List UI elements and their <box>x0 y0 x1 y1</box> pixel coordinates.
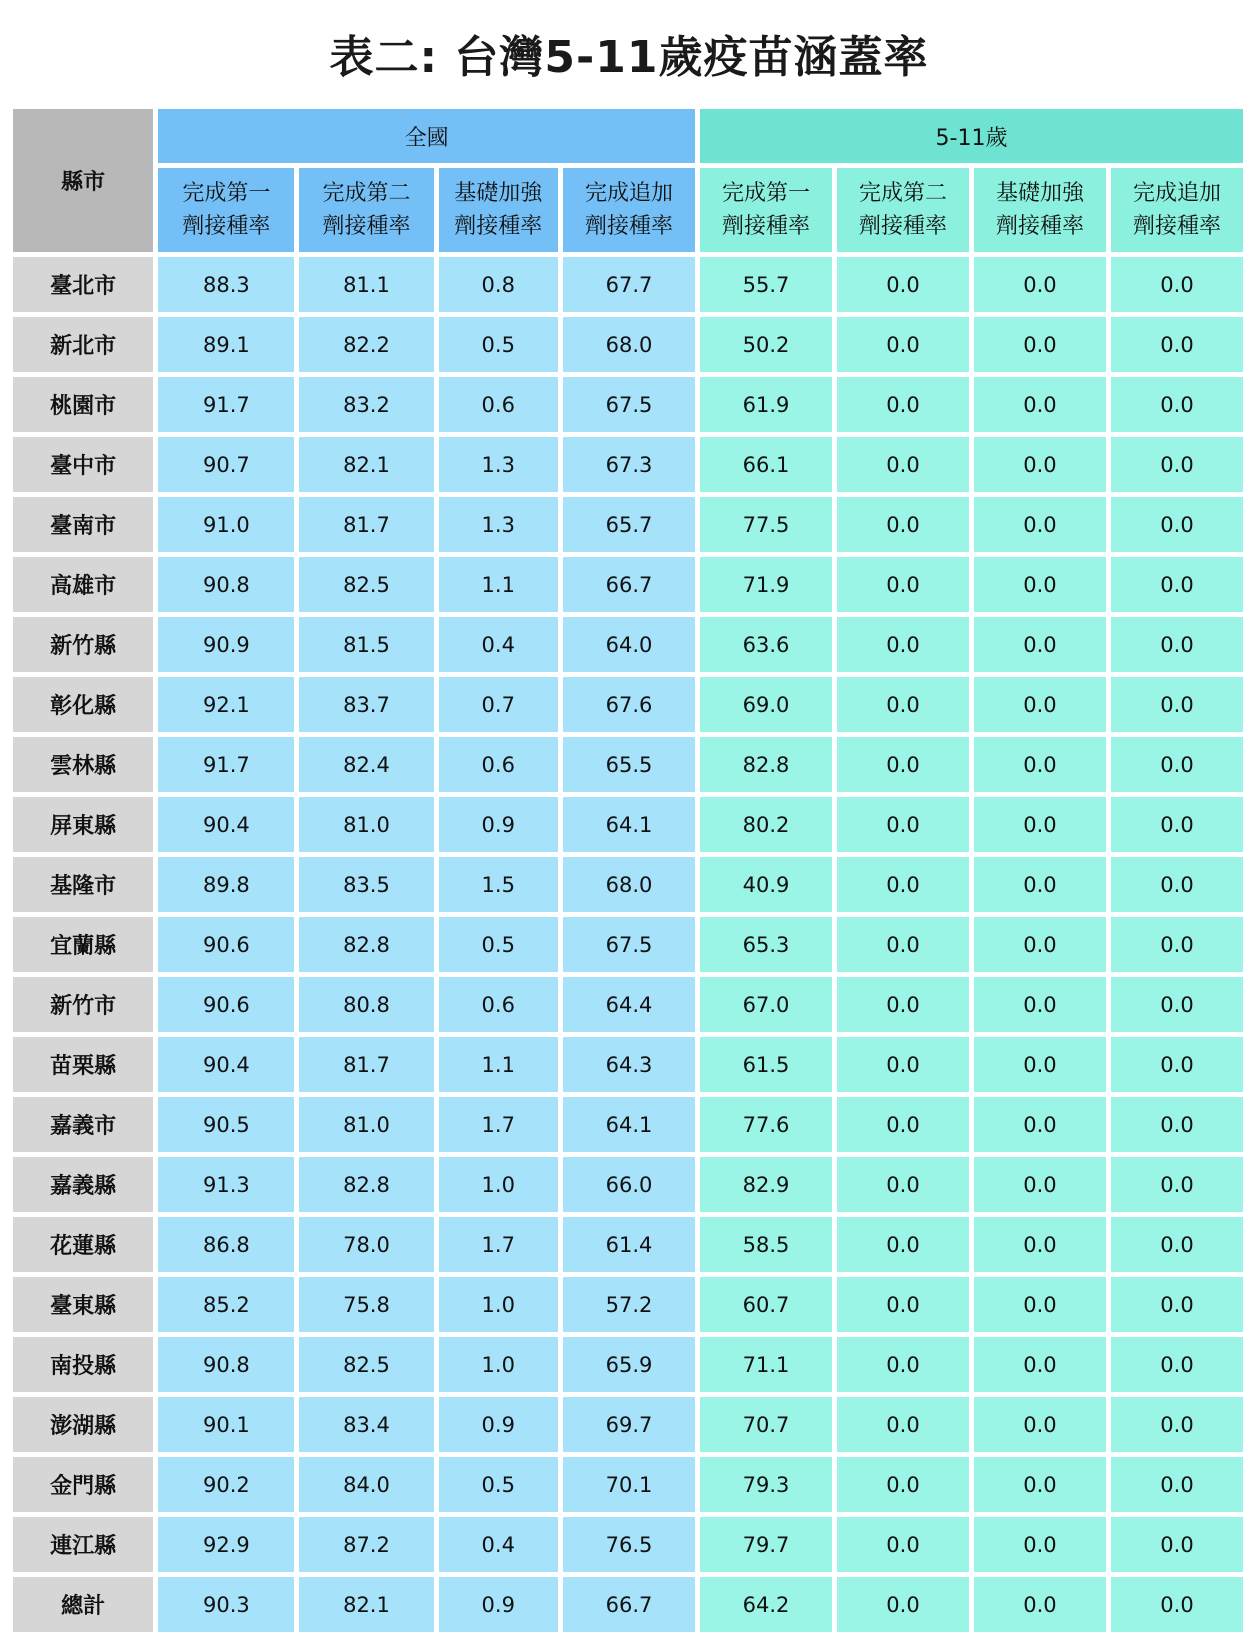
child-rate-cell: 69.0 <box>700 677 832 732</box>
child-rate-cell: 0.0 <box>837 557 969 612</box>
national-rate-cell: 81.7 <box>299 497 433 552</box>
national-rate-cell: 66.7 <box>563 1577 695 1632</box>
child-rate-cell: 0.0 <box>837 1457 969 1512</box>
child-rate-cell: 0.0 <box>837 1217 969 1272</box>
child-rate-cell: 71.1 <box>700 1337 832 1392</box>
national-rate-cell: 89.1 <box>158 317 294 372</box>
national-rate-cell: 1.1 <box>439 1037 559 1092</box>
child-rate-cell: 67.0 <box>700 977 832 1032</box>
child-rate-cell: 0.0 <box>1111 857 1243 912</box>
column-header-line: 劑接種率 <box>1132 214 1221 239</box>
child-rate-cell: 0.0 <box>1111 1157 1243 1212</box>
national-rate-cell: 83.2 <box>299 377 433 432</box>
column-header-line: 基礎加強 <box>454 181 543 206</box>
national-rate-cell: 1.5 <box>439 857 559 912</box>
column-header-line: 劑接種率 <box>182 214 271 239</box>
child-rate-cell: 66.1 <box>700 437 832 492</box>
national-rate-cell: 84.0 <box>299 1457 433 1512</box>
header-subcolumn-row <box>13 168 1243 252</box>
national-rate-cell: 0.5 <box>439 1457 559 1512</box>
child-rate-cell: 0.0 <box>1111 1037 1243 1092</box>
child-rate-cell: 0.0 <box>974 1037 1106 1092</box>
county-name-cell: 新竹市 <box>13 977 153 1032</box>
child-rate-cell: 0.0 <box>974 797 1106 852</box>
child-rate-cell: 0.0 <box>974 437 1106 492</box>
county-name-cell: 金門縣 <box>13 1457 153 1512</box>
national-rate-cell: 92.9 <box>158 1517 294 1572</box>
child-rate-cell: 0.0 <box>837 317 969 372</box>
national-rate-cell: 88.3 <box>158 257 294 312</box>
child-rate-cell: 0.0 <box>1111 1577 1243 1632</box>
child-rate-cell: 0.0 <box>837 1337 969 1392</box>
child-rate-cell: 0.0 <box>1111 437 1243 492</box>
county-column-header: 縣市 <box>13 109 153 252</box>
national-rate-cell: 0.9 <box>439 1577 559 1632</box>
column-header-line: 完成第一 <box>722 181 811 206</box>
child-rate-cell: 0.0 <box>837 617 969 672</box>
table-row <box>13 1097 1243 1152</box>
child-rate-cell: 0.0 <box>974 857 1106 912</box>
table-row <box>13 497 1243 552</box>
county-name-cell: 彰化縣 <box>13 677 153 732</box>
county-name-cell: 臺北市 <box>13 257 153 312</box>
table-row <box>13 377 1243 432</box>
column-header-line: 完成追加 <box>1132 181 1221 206</box>
national-rate-cell: 82.2 <box>299 317 433 372</box>
column-header-line: 劑接種率 <box>585 214 674 239</box>
child-rate-cell: 0.0 <box>974 1097 1106 1152</box>
child-rate-cell: 0.0 <box>974 557 1106 612</box>
child-rate-cell: 77.6 <box>700 1097 832 1152</box>
national-rate-cell: 0.9 <box>439 797 559 852</box>
county-name-cell: 臺東縣 <box>13 1277 153 1332</box>
national-rate-cell: 90.6 <box>158 917 294 972</box>
column-header-child-basic-booster <box>974 168 1106 252</box>
national-rate-cell: 90.4 <box>158 797 294 852</box>
national-rate-cell: 66.0 <box>563 1157 695 1212</box>
column-header-line: 完成第二 <box>322 181 411 206</box>
child-rate-cell: 0.0 <box>1111 917 1243 972</box>
child-rate-cell: 63.6 <box>700 617 832 672</box>
child-rate-cell: 70.7 <box>700 1397 832 1452</box>
national-rate-cell: 67.3 <box>563 437 695 492</box>
national-rate-cell: 65.5 <box>563 737 695 792</box>
child-rate-cell: 0.0 <box>837 437 969 492</box>
table-row <box>13 1517 1243 1572</box>
national-rate-cell: 67.7 <box>563 257 695 312</box>
national-rate-cell: 86.8 <box>158 1217 294 1272</box>
national-rate-cell: 1.3 <box>439 437 559 492</box>
child-rate-cell: 0.0 <box>1111 377 1243 432</box>
child-rate-cell: 0.0 <box>1111 797 1243 852</box>
national-rate-cell: 75.8 <box>299 1277 433 1332</box>
table-row <box>13 557 1243 612</box>
child-rate-cell: 0.0 <box>837 1157 969 1212</box>
child-rate-cell: 0.0 <box>1111 677 1243 732</box>
national-rate-cell: 64.3 <box>563 1037 695 1092</box>
column-header-child-booster <box>1111 168 1243 252</box>
national-rate-cell: 1.3 <box>439 497 559 552</box>
column-header-national-booster <box>563 168 695 252</box>
national-rate-cell: 1.1 <box>439 557 559 612</box>
table-row <box>13 977 1243 1032</box>
national-rate-cell: 69.7 <box>563 1397 695 1452</box>
child-rate-cell: 82.9 <box>700 1157 832 1212</box>
national-rate-cell: 64.4 <box>563 977 695 1032</box>
child-rate-cell: 0.0 <box>1111 1337 1243 1392</box>
page-title: 表二: 台灣5-11歲疫苗涵蓋率 <box>329 32 929 83</box>
child-rate-cell: 58.5 <box>700 1217 832 1272</box>
national-rate-cell: 92.1 <box>158 677 294 732</box>
national-rate-cell: 90.1 <box>158 1397 294 1452</box>
national-rate-cell: 1.0 <box>439 1277 559 1332</box>
child-rate-cell: 0.0 <box>1111 497 1243 552</box>
national-rate-cell: 66.7 <box>563 557 695 612</box>
national-rate-cell: 91.3 <box>158 1157 294 1212</box>
table-row <box>13 1397 1243 1452</box>
column-header-line: 劑接種率 <box>322 214 411 239</box>
table-row <box>13 1217 1243 1272</box>
column-header-child-dose1 <box>700 168 832 252</box>
national-rate-cell: 90.5 <box>158 1097 294 1152</box>
national-rate-cell: 67.6 <box>563 677 695 732</box>
county-name-cell: 花蓮縣 <box>13 1217 153 1272</box>
table-row <box>13 1457 1243 1512</box>
child-rate-cell: 0.0 <box>837 677 969 732</box>
national-rate-cell: 65.9 <box>563 1337 695 1392</box>
national-rate-cell: 82.4 <box>299 737 433 792</box>
national-rate-cell: 82.1 <box>299 437 433 492</box>
national-rate-cell: 90.7 <box>158 437 294 492</box>
child-rate-cell: 0.0 <box>837 857 969 912</box>
group-header-age-5-11: 5-11歲 <box>700 109 1243 163</box>
child-rate-cell: 0.0 <box>974 1157 1106 1212</box>
national-rate-cell: 89.8 <box>158 857 294 912</box>
national-rate-cell: 90.6 <box>158 977 294 1032</box>
national-rate-cell: 65.7 <box>563 497 695 552</box>
national-rate-cell: 70.1 <box>563 1457 695 1512</box>
national-rate-cell: 1.0 <box>439 1337 559 1392</box>
national-rate-cell: 81.7 <box>299 1037 433 1092</box>
national-rate-cell: 0.8 <box>439 257 559 312</box>
national-rate-cell: 90.8 <box>158 1337 294 1392</box>
county-name-cell: 臺中市 <box>13 437 153 492</box>
national-rate-cell: 64.1 <box>563 1097 695 1152</box>
national-rate-cell: 82.8 <box>299 917 433 972</box>
child-rate-cell: 71.9 <box>700 557 832 612</box>
national-rate-cell: 90.3 <box>158 1577 294 1632</box>
national-rate-cell: 1.0 <box>439 1157 559 1212</box>
child-rate-cell: 55.7 <box>700 257 832 312</box>
national-rate-cell: 0.4 <box>439 1517 559 1572</box>
child-rate-cell: 0.0 <box>974 737 1106 792</box>
national-rate-cell: 90.8 <box>158 557 294 612</box>
national-rate-cell: 82.8 <box>299 1157 433 1212</box>
table-header <box>13 109 1243 252</box>
national-rate-cell: 0.6 <box>439 377 559 432</box>
column-header-line: 劑接種率 <box>722 214 811 239</box>
county-name-cell: 新北市 <box>13 317 153 372</box>
table-row <box>13 317 1243 372</box>
national-rate-cell: 0.7 <box>439 677 559 732</box>
table-row <box>13 617 1243 672</box>
national-rate-cell: 83.7 <box>299 677 433 732</box>
table-row <box>13 1277 1243 1332</box>
county-name-cell: 嘉義縣 <box>13 1157 153 1212</box>
child-rate-cell: 0.0 <box>974 1277 1106 1332</box>
child-rate-cell: 0.0 <box>837 497 969 552</box>
child-rate-cell: 0.0 <box>974 917 1106 972</box>
national-rate-cell: 81.0 <box>299 797 433 852</box>
national-rate-cell: 57.2 <box>563 1277 695 1332</box>
child-rate-cell: 0.0 <box>1111 257 1243 312</box>
child-rate-cell: 0.0 <box>974 1217 1106 1272</box>
national-rate-cell: 81.5 <box>299 617 433 672</box>
child-rate-cell: 64.2 <box>700 1577 832 1632</box>
child-rate-cell: 77.5 <box>700 497 832 552</box>
child-rate-cell: 0.0 <box>837 257 969 312</box>
national-rate-cell: 67.5 <box>563 377 695 432</box>
child-rate-cell: 0.0 <box>974 1397 1106 1452</box>
national-rate-cell: 68.0 <box>563 317 695 372</box>
county-name-cell: 宜蘭縣 <box>13 917 153 972</box>
county-name-cell: 連江縣 <box>13 1517 153 1572</box>
child-rate-cell: 0.0 <box>1111 1217 1243 1272</box>
child-rate-cell: 0.0 <box>1111 977 1243 1032</box>
table-row <box>13 257 1243 312</box>
national-rate-cell: 90.2 <box>158 1457 294 1512</box>
child-rate-cell: 80.2 <box>700 797 832 852</box>
national-rate-cell: 82.5 <box>299 557 433 612</box>
national-rate-cell: 85.2 <box>158 1277 294 1332</box>
child-rate-cell: 0.0 <box>837 1517 969 1572</box>
vaccine-coverage-table <box>8 104 1248 1637</box>
national-rate-cell: 0.4 <box>439 617 559 672</box>
national-rate-cell: 78.0 <box>299 1217 433 1272</box>
national-rate-cell: 81.1 <box>299 257 433 312</box>
table-row <box>13 677 1243 732</box>
child-rate-cell: 0.0 <box>837 1577 969 1632</box>
county-name-cell: 苗栗縣 <box>13 1037 153 1092</box>
child-rate-cell: 0.0 <box>974 1577 1106 1632</box>
national-rate-cell: 83.5 <box>299 857 433 912</box>
county-name-cell: 南投縣 <box>13 1337 153 1392</box>
national-rate-cell: 0.5 <box>439 317 559 372</box>
national-rate-cell: 1.7 <box>439 1217 559 1272</box>
national-rate-cell: 82.5 <box>299 1337 433 1392</box>
county-name-cell: 基隆市 <box>13 857 153 912</box>
national-rate-cell: 81.0 <box>299 1097 433 1152</box>
child-rate-cell: 0.0 <box>837 737 969 792</box>
column-header-line: 劑接種率 <box>858 214 947 239</box>
child-rate-cell: 0.0 <box>1111 317 1243 372</box>
child-rate-cell: 0.0 <box>974 977 1106 1032</box>
national-rate-cell: 80.8 <box>299 977 433 1032</box>
column-header-line: 完成第二 <box>858 181 947 206</box>
national-rate-cell: 91.7 <box>158 377 294 432</box>
child-rate-cell: 0.0 <box>974 1457 1106 1512</box>
group-header-national: 全國 <box>158 109 695 163</box>
child-rate-cell: 61.5 <box>700 1037 832 1092</box>
national-rate-cell: 61.4 <box>563 1217 695 1272</box>
column-header-line: 劑接種率 <box>995 214 1084 239</box>
national-rate-cell: 1.7 <box>439 1097 559 1152</box>
child-rate-cell: 0.0 <box>837 1277 969 1332</box>
national-rate-cell: 87.2 <box>299 1517 433 1572</box>
child-rate-cell: 0.0 <box>1111 1277 1243 1332</box>
child-rate-cell: 0.0 <box>974 1517 1106 1572</box>
child-rate-cell: 79.7 <box>700 1517 832 1572</box>
child-rate-cell: 0.0 <box>974 257 1106 312</box>
column-header-line: 完成追加 <box>585 181 674 206</box>
child-rate-cell: 50.2 <box>700 317 832 372</box>
child-rate-cell: 0.0 <box>1111 1397 1243 1452</box>
column-header-national-dose1 <box>158 168 294 252</box>
child-rate-cell: 0.0 <box>1111 557 1243 612</box>
column-header-line: 基礎加強 <box>995 181 1084 206</box>
table-row <box>13 797 1243 852</box>
national-rate-cell: 90.4 <box>158 1037 294 1092</box>
national-rate-cell: 64.0 <box>563 617 695 672</box>
child-rate-cell: 79.3 <box>700 1457 832 1512</box>
county-name-cell: 總計 <box>13 1577 153 1632</box>
national-rate-cell: 0.6 <box>439 977 559 1032</box>
national-rate-cell: 0.5 <box>439 917 559 972</box>
column-header-line: 劑接種率 <box>454 214 543 239</box>
national-rate-cell: 91.0 <box>158 497 294 552</box>
national-rate-cell: 0.6 <box>439 737 559 792</box>
child-rate-cell: 60.7 <box>700 1277 832 1332</box>
child-rate-cell: 0.0 <box>837 1397 969 1452</box>
child-rate-cell: 0.0 <box>837 1097 969 1152</box>
table-row <box>13 1037 1243 1092</box>
table-row <box>13 1337 1243 1392</box>
child-rate-cell: 0.0 <box>837 977 969 1032</box>
table-row <box>13 917 1243 972</box>
child-rate-cell: 0.0 <box>837 917 969 972</box>
national-rate-cell: 82.1 <box>299 1577 433 1632</box>
child-rate-cell: 82.8 <box>700 737 832 792</box>
national-rate-cell: 0.9 <box>439 1397 559 1452</box>
child-rate-cell: 0.0 <box>974 497 1106 552</box>
county-name-cell: 雲林縣 <box>13 737 153 792</box>
child-rate-cell: 0.0 <box>837 797 969 852</box>
county-name-cell: 嘉義市 <box>13 1097 153 1152</box>
column-header-national-basic-booster <box>439 168 559 252</box>
table-row <box>13 1157 1243 1212</box>
national-rate-cell: 91.7 <box>158 737 294 792</box>
child-rate-cell: 0.0 <box>1111 617 1243 672</box>
child-rate-cell: 0.0 <box>974 617 1106 672</box>
column-header-line: 完成第一 <box>182 181 271 206</box>
child-rate-cell: 0.0 <box>1111 1457 1243 1512</box>
county-name-cell: 高雄市 <box>13 557 153 612</box>
national-rate-cell: 68.0 <box>563 857 695 912</box>
child-rate-cell: 0.0 <box>974 317 1106 372</box>
header-group-row <box>13 109 1243 163</box>
child-rate-cell: 0.0 <box>837 1037 969 1092</box>
child-rate-cell: 0.0 <box>974 1337 1106 1392</box>
child-rate-cell: 61.9 <box>700 377 832 432</box>
national-rate-cell: 64.1 <box>563 797 695 852</box>
column-header-child-dose2 <box>837 168 969 252</box>
table-row <box>13 857 1243 912</box>
child-rate-cell: 0.0 <box>1111 1097 1243 1152</box>
national-rate-cell: 67.5 <box>563 917 695 972</box>
child-rate-cell: 65.3 <box>700 917 832 972</box>
county-name-cell: 澎湖縣 <box>13 1397 153 1452</box>
county-name-cell: 桃園市 <box>13 377 153 432</box>
national-rate-cell: 83.4 <box>299 1397 433 1452</box>
total-row <box>13 1577 1243 1632</box>
child-rate-cell: 0.0 <box>974 677 1106 732</box>
national-rate-cell: 76.5 <box>563 1517 695 1572</box>
child-rate-cell: 0.0 <box>1111 1517 1243 1572</box>
county-name-cell: 新竹縣 <box>13 617 153 672</box>
child-rate-cell: 40.9 <box>700 857 832 912</box>
national-rate-cell: 90.9 <box>158 617 294 672</box>
county-name-cell: 臺南市 <box>13 497 153 552</box>
table-row <box>13 437 1243 492</box>
child-rate-cell: 0.0 <box>1111 737 1243 792</box>
column-header-national-dose2 <box>299 168 433 252</box>
child-rate-cell: 0.0 <box>837 377 969 432</box>
county-name-cell: 屏東縣 <box>13 797 153 852</box>
table-row <box>13 737 1243 792</box>
table-body <box>13 257 1243 1632</box>
child-rate-cell: 0.0 <box>974 377 1106 432</box>
